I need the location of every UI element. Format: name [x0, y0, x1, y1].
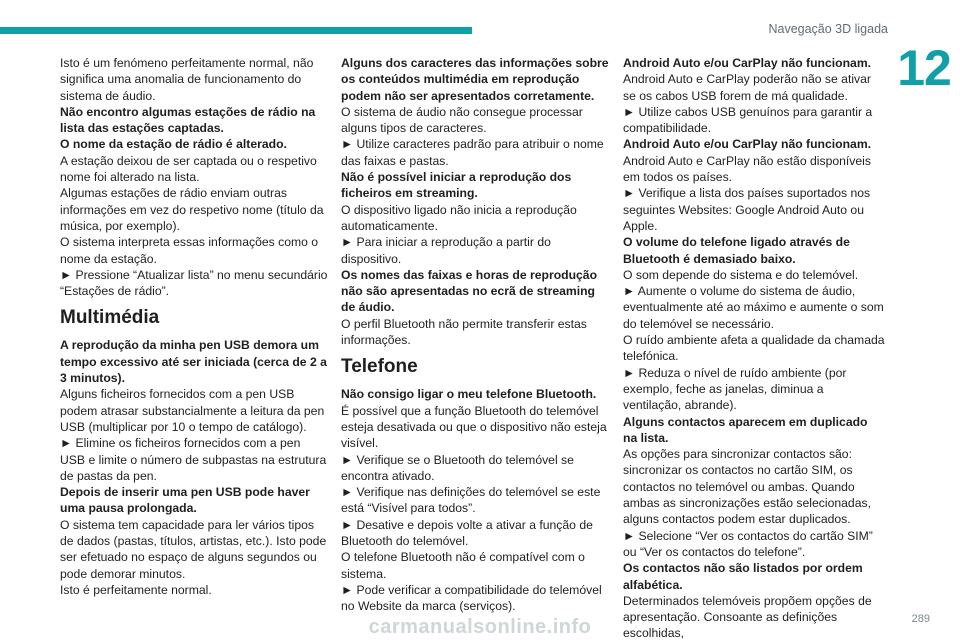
question-heading: Depois de inserir uma pen USB pode haver uma pausa prolongada.: [60, 485, 310, 516]
paragraph: É possível que a função Bluetooth do telemóvel esteja desativada ou que o dispositivo não esteja visível.: [341, 403, 607, 451]
paragraph: Android Auto e CarPlay não estão disponíveis em todos os países.: [623, 153, 871, 185]
question-heading: Os nomes das faixas e horas de reprodução não são apresentadas no ecrã de streaming de áudio.: [341, 267, 598, 315]
paragraph-group: [60, 55, 328, 299]
page-number: 289: [911, 613, 930, 625]
header-accent-bar: [0, 27, 472, 34]
question-heading: Alguns dos caracteres das informações sobre os conteúdos multimédia em reprodução podem não ser apresentados corretamente.: [341, 56, 609, 103]
paragraph: O perfil Bluetooth não permite transferir estas informações.: [341, 316, 587, 348]
paragraph: ► Reduza o nível de ruído ambiente (por exemplo, feche as janelas, diminua a ventilação, abrande).: [623, 365, 847, 413]
question-heading: Não consigo ligar o meu telefone Bluetooth.: [341, 387, 597, 402]
question-heading: A reprodução da minha pen USB demora um tempo excessivo até ser iniciada (cerca de 2 a 3 minutos).: [60, 338, 327, 386]
paragraph: O som depende do sistema e do telemóvel.: [623, 267, 859, 282]
paragraph: ► Selecione “Ver os contactos do cartão SIM” ou “Ver os contactos do telefone”.: [623, 528, 873, 559]
paragraph: ► Elimine os ficheiros fornecidos com a pen USB e limite o número de subpastas na estrutura de pastas da pen.: [60, 436, 327, 483]
paragraph: Alguns ficheiros fornecidos com a pen USB podem atrasar substancialmente a leitura da pen USB (multiplicar por 10 o tempo de catálogo).: [60, 387, 325, 434]
section-heading-multimedia: Multimédia: [60, 307, 160, 329]
paragraph-group: [623, 55, 885, 642]
paragraph-group: [60, 337, 328, 598]
paragraph: As opções para sincronizar contactos são: sincronizar os contactos no cartão SIM, os contactos no telemóvel ou ambas. Quando ambas as sincronizações estão selecionadas, alguns contactos podem estar duplicados.: [623, 447, 871, 527]
question-heading: Android Auto e/ou CarPlay não funcionam.: [623, 56, 872, 70]
watermark: carmanualsonline.info: [368, 616, 592, 638]
paragraph: ► Aumente o volume do sistema de áudio, eventualmente até ao máximo e aumente o som do telemóvel se necessário.: [623, 284, 884, 331]
question-heading: O nome da estação de rádio é alterado.: [60, 137, 287, 152]
paragraph: Isto é um fenómeno perfeitamente normal, não significa uma anomalia de funcionamento do sistema de áudio.: [60, 56, 314, 103]
paragraph: ► Verifique a lista dos países suportados nos seguintes Websites: Google Android Auto ou Apple.: [623, 186, 871, 233]
column-3: [623, 55, 885, 642]
paragraph: ► Verifique se o Bluetooth do telemóvel se encontra ativado.: [341, 452, 574, 483]
column-2: [341, 55, 609, 615]
question-heading: Não encontro algumas estações de rádio na lista das estações captadas.: [60, 104, 316, 136]
paragraph: Android Auto e CarPlay poderão não se ativar se os cabos USB forem de má qualidade.: [623, 72, 871, 103]
paragraph: ► Utilize caracteres padrão para atribuir o nome das faixas e pastas.: [341, 137, 604, 168]
paragraph: O sistema de áudio não consegue processar alguns tipos de caracteres.: [341, 104, 583, 136]
paragraph: ► Utilize cabos USB genuínos para garantir a compatibilidade.: [623, 104, 873, 136]
paragraph: ► Desative e depois volte a ativar a função de Bluetooth do telemóvel.: [341, 517, 593, 549]
question-heading: O volume do telefone ligado através de Bluetooth é demasiado baixo.: [623, 235, 850, 266]
paragraph: ► Para iniciar a reprodução a partir do dispositivo.: [341, 235, 551, 266]
question-heading: Android Auto e/ou CarPlay não funcionam.: [623, 137, 872, 152]
paragraph: ► Verifique nas definições do telemóvel se este está “Visível para todos”.: [341, 485, 601, 516]
paragraph: O dispositivo ligado não inicia a reprodução automaticamente.: [341, 202, 577, 233]
chapter-number: 12: [897, 40, 951, 96]
paragraph: ► Pressione “Atualizar lista” no menu secundário “Estações de rádio”.: [60, 267, 328, 299]
paragraph: O sistema interpreta essas informações como o nome da estação.: [60, 235, 319, 266]
paragraph: Determinados telemóveis propõem opções de apresentação. Consoante as definições escolhidas,: [623, 593, 872, 641]
paragraph-group: [341, 386, 609, 614]
question-heading: Não é possível iniciar a reprodução dos ficheiros em streaming.: [341, 170, 572, 201]
paragraph: A estação deixou de ser captada ou o respetivo nome foi alterado na lista.: [60, 153, 317, 185]
question-heading: Os contactos não são listados por ordem alfabética.: [623, 561, 863, 592]
paragraph: ► Pode verificar a compatibilidade do telemóvel no Website da marca (serviços).: [341, 582, 602, 614]
paragraph: O sistema tem capacidade para ler vários tipos de dados (pastas, títulos, artistas, etc.). Isto pode ser efetuado no espaço de alguns segundos ou pode demorar minutos.: [60, 517, 327, 581]
paragraph: O ruído ambiente afeta a qualidade da chamada telefónica.: [623, 333, 885, 364]
paragraph: Isto é perfeitamente normal.: [60, 582, 212, 597]
paragraph-group: [341, 55, 609, 348]
paragraph: Algumas estações de rádio enviam outras informações em vez do respetivo nome (título da música, por exemplo).: [60, 186, 324, 233]
paragraph: O telefone Bluetooth não é compatível com o sistema.: [341, 550, 585, 581]
section-heading-telefone: Telefone: [341, 356, 418, 378]
column-1: [60, 55, 328, 598]
question-heading: Alguns contactos aparecem em duplicado na lista.: [623, 414, 868, 445]
running-header: Navegação 3D ligada: [768, 22, 888, 36]
